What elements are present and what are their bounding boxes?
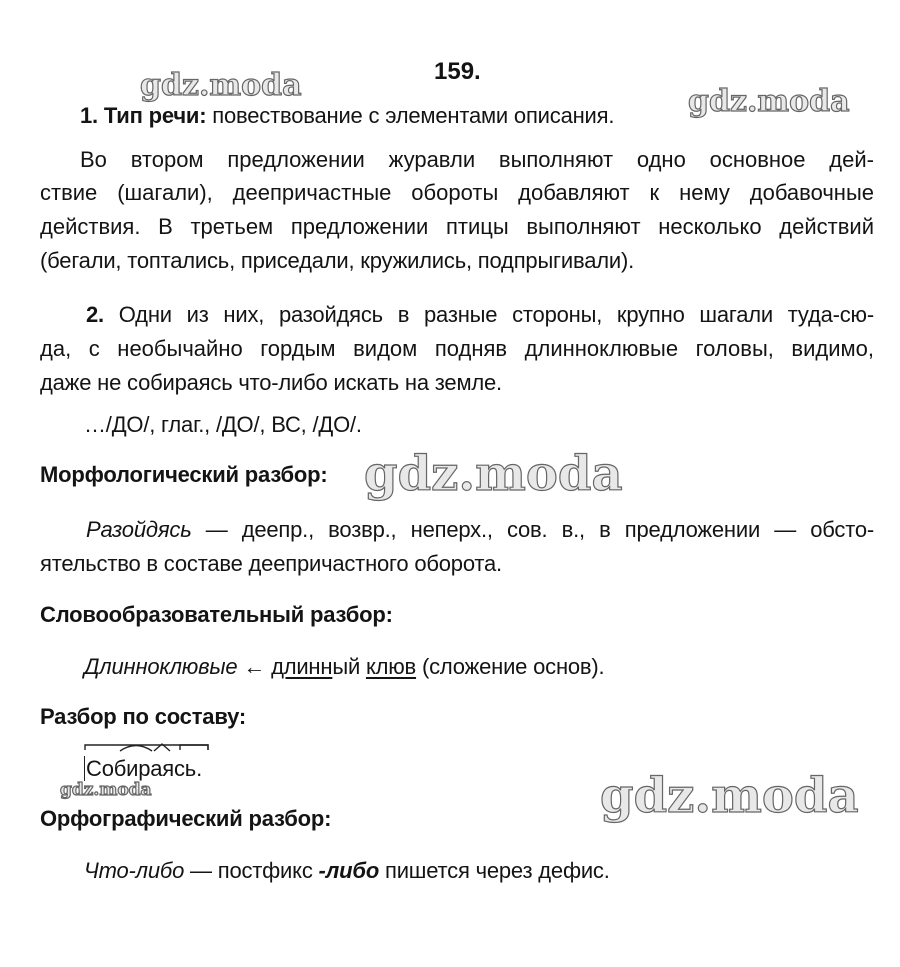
task1-label: Тип речи: [103, 103, 207, 128]
composition-heading: Разбор по составу: [40, 704, 246, 729]
task1-type: повествование с элементами описания. [206, 103, 615, 128]
syntax-scheme: …/ДО/, глаг., /ДО/, ВС, /ДО/. [84, 412, 362, 437]
morph-desc: — деепр., возвр., неперх., сов. в., в предложении — обсто- [191, 517, 874, 542]
base-underlined-1: длинн [271, 654, 333, 679]
task1-line: действия. В третьем предложении птицы выполняют несколько действий [40, 214, 874, 239]
orthography-line [84, 858, 610, 884]
root-arc [120, 746, 152, 752]
task1-line: ствие (шагали), деепричастные обороты добавляют к нему добавочные [40, 180, 874, 205]
task2-line-first [86, 302, 874, 328]
task1-number: 1. [80, 103, 98, 128]
task2-line: даже не собираясь что-либо искать на земле. [40, 370, 502, 395]
watermark: gdz.moda [140, 68, 302, 103]
orthography-dash: — постфикс [184, 858, 319, 883]
task2-text: Одни из них, разойдясь в разные стороны, крупно шагали туда-сю- [118, 302, 874, 327]
task2-line: да, с необычайно гордым видом подняв длинноклювые головы, видимо, [40, 336, 874, 361]
composition-end: . [196, 756, 202, 781]
watermark: gdz.moda [600, 768, 859, 824]
morph-line-2: ятельство в составе деепричастного оборота. [40, 551, 502, 576]
page-number: 159. [434, 58, 481, 85]
composition-word: Собираясь [86, 756, 197, 781]
orthography-postfix: -либо [318, 858, 380, 883]
orthography-word: Что-либо [84, 858, 185, 883]
word-formation-heading: Словообразовательный разбор: [40, 602, 393, 627]
task1-header [80, 103, 614, 129]
orthography-rule: пишется через дефис. [379, 858, 610, 883]
task2-number: 2. [86, 302, 104, 327]
watermark: gdz.moda [60, 780, 152, 800]
word-formation-note: (сложение основ). [416, 654, 605, 679]
morph-word: Разойдясь [86, 517, 192, 542]
watermark: gdz.moda [364, 446, 623, 502]
word-formation-word: Длинноклювые [84, 654, 238, 679]
morph-heading: Морфологический разбор: [40, 462, 328, 487]
ending-1: ый [332, 654, 361, 679]
orthography-heading: Орфографический разбор: [40, 806, 332, 831]
composition-line [84, 756, 202, 782]
postfix-mark [180, 745, 208, 750]
base-underlined-2: клюв [365, 654, 417, 679]
word-formation-line [84, 654, 604, 680]
morph-line-1 [86, 517, 874, 543]
task1-line: (бегали, топтались, приседали, кружились, подпрыгивали). [40, 248, 635, 273]
task1-line: Во втором предложении журавли выполняют одно основное дей- [80, 147, 874, 172]
derivation-arrow: ← [237, 654, 272, 679]
watermark: gdz.moda [688, 84, 850, 119]
